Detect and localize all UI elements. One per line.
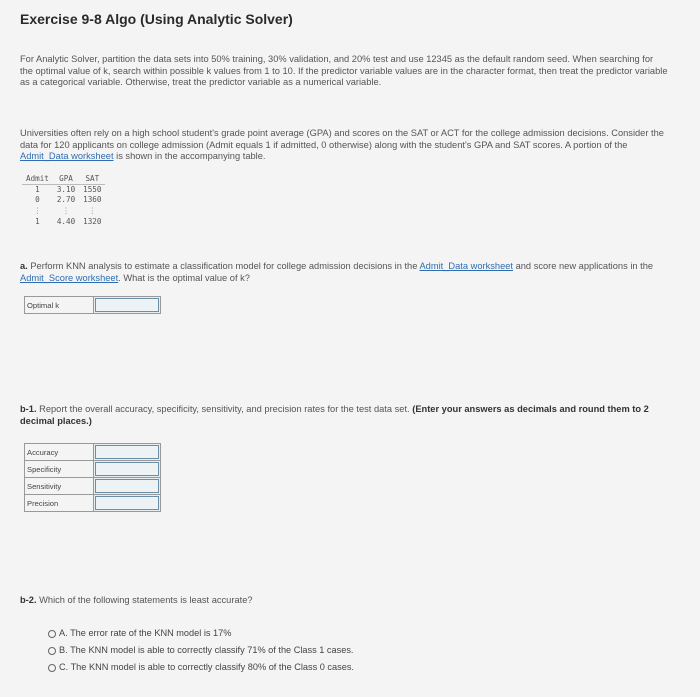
radio-icon[interactable]: [48, 630, 56, 638]
optimal-k-input[interactable]: [94, 297, 161, 314]
page-title: Exercise 9-8 Algo (Using Analytic Solver): [20, 11, 293, 27]
part-a-label: a.: [20, 261, 28, 271]
part-a-end: . What is the optimal value of k?: [118, 272, 250, 283]
table-row: [25, 478, 161, 495]
table-row: [25, 495, 161, 512]
table-row: 0 2.70 1360: [35, 195, 102, 204]
part-a-text: Perform KNN analysis to estimate a classification model for college admission decisions in the: [30, 261, 418, 271]
data-table: [22, 174, 105, 227]
precision-input[interactable]: [94, 495, 161, 512]
part-b1-note: (Enter your answers as decimals and round them to 2 decimal places.): [20, 404, 649, 426]
optimal-k-table: [24, 296, 161, 314]
specificity-input[interactable]: [94, 461, 161, 478]
part-b1-text: Report the overall accuracy, specificity, sensitivity, and precision rates for the test data set.: [39, 404, 410, 414]
accuracy-label: Accuracy: [25, 444, 94, 461]
admit-data-link-2[interactable]: Admit_Data worksheet: [419, 261, 513, 271]
radio-icon[interactable]: [48, 647, 56, 655]
option-b[interactable]: B. The KNN model is able to correctly classify 71% of the Class 1 cases.: [48, 645, 353, 655]
part-b1-question: [20, 404, 668, 427]
option-c[interactable]: C. The KNN model is able to correctly classify 80% of the Class 0 cases.: [48, 662, 354, 672]
header-admit: Admit: [22, 174, 53, 185]
part-b1-label: b-1.: [20, 404, 37, 414]
intro-text: Universities often rely on a high school student's grade point average (GPA) and scores on the SAT or ACT for the college admission decisions. Consider the data for 120 applicants on college admission (Admit equals 1 if admitted, 0 otherwise) along with the student's GPA and SAT scores. A portion of the: [20, 128, 664, 150]
option-a[interactable]: A. The error rate of the KNN model is 17%: [48, 628, 231, 638]
accuracy-input[interactable]: [94, 444, 161, 461]
table-row: [25, 444, 161, 461]
table-row: 1 4.40 1320: [35, 217, 102, 226]
part-b2-question: [20, 595, 668, 607]
intro-suffix: is shown in the accompanying table.: [116, 151, 266, 161]
ellipsis-row: ⋮ ⋮ ⋮: [33, 206, 97, 215]
part-b2-text: Which of the following statements is least accurate?: [39, 595, 253, 605]
part-a-mid: and score new applications in the: [515, 261, 654, 271]
intro-paragraph: [20, 128, 668, 163]
optimal-k-label: Optimal k: [25, 297, 94, 314]
admit-score-link[interactable]: Admit_Score worksheet: [20, 272, 119, 283]
admit-data-link[interactable]: Admit_Data worksheet: [20, 151, 114, 161]
sensitivity-input[interactable]: [94, 478, 161, 495]
part-b2-label: b-2.: [20, 595, 37, 605]
table-row: [25, 461, 161, 478]
sensitivity-label: Sensitivity: [25, 478, 94, 495]
precision-label: Precision: [25, 495, 94, 512]
table-row: 1 3.10 1550: [35, 185, 102, 194]
radio-icon[interactable]: [48, 664, 56, 672]
part-a-question: [20, 261, 668, 284]
specificity-label: Specificity: [25, 461, 94, 478]
header-sat: SAT: [79, 174, 105, 185]
header-gpa: GPA: [53, 174, 79, 185]
instructions: For Analytic Solver, partition the data sets into 50% training, 30% validation, and 20% test and use 12345 as the default random seed. When searching for the optimal value of k, search within possible k values from 1 to 10. If the predictor variable values are in the character format, then treat the predictor variable as a categorical variable. Otherwise, treat the predictor variable as a numerical variable.: [20, 54, 668, 87]
rates-table: [24, 443, 161, 512]
